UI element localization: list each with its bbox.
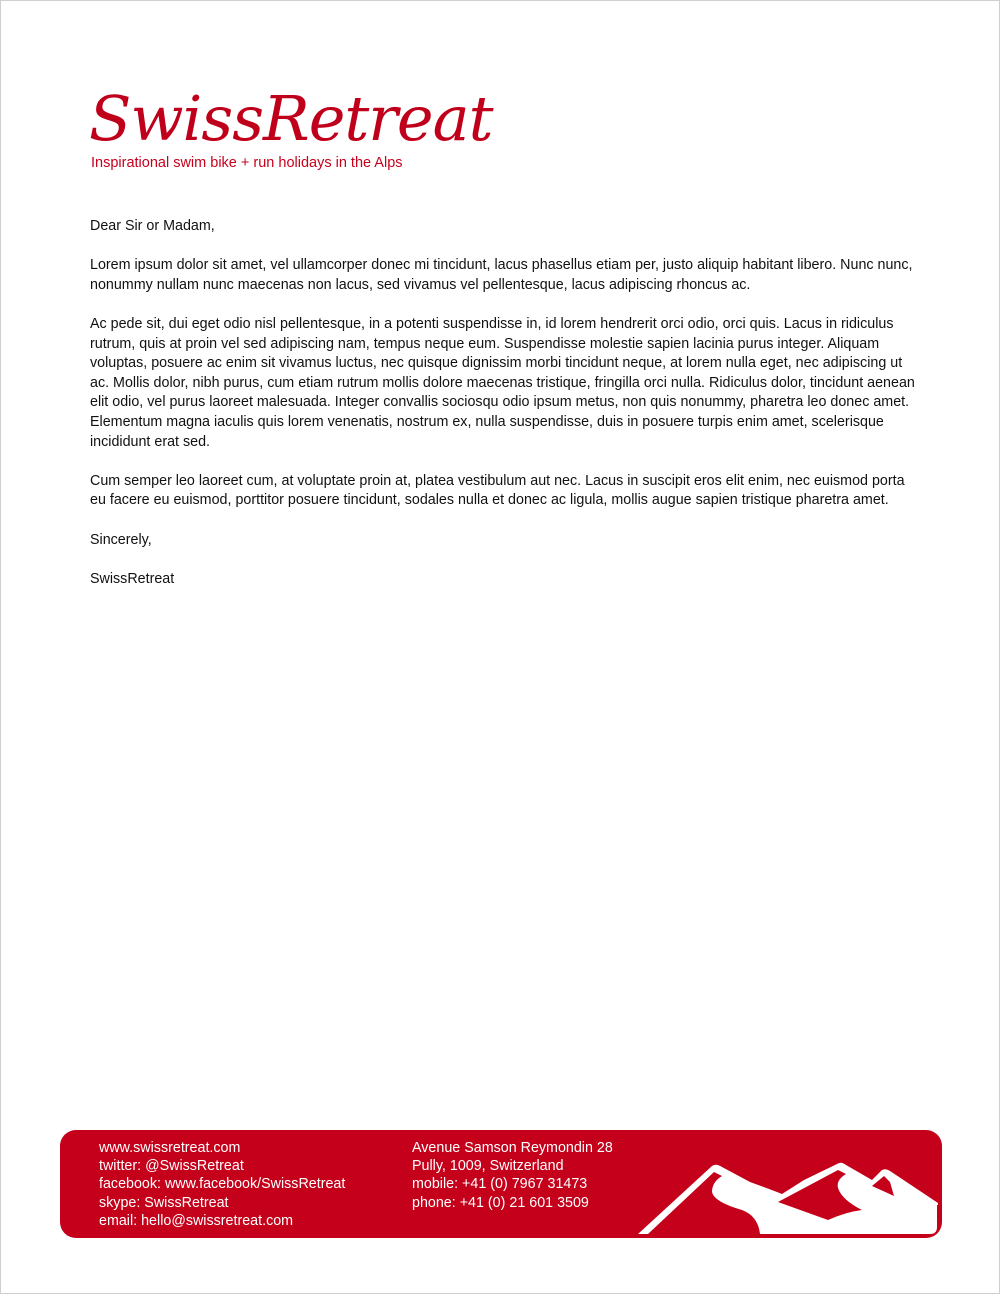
tagline: Inspirational swim bike + run holidays in the Alps xyxy=(91,155,403,171)
skype-handle: skype: SwissRetreat xyxy=(99,1194,229,1211)
twitter-handle: twitter: @SwissRetreat xyxy=(99,1158,244,1175)
phone-number: phone: +41 (0) 21 601 3509 xyxy=(412,1194,589,1211)
website-link[interactable]: www.swissretreat.com xyxy=(99,1140,241,1156)
signature: SwissRetreat xyxy=(90,570,175,587)
footer-contact-bar xyxy=(60,1130,942,1238)
letter-body xyxy=(90,217,920,609)
salutation: Dear Sir or Madam, xyxy=(90,218,215,234)
city-address: Pully, 1009, Switzerland xyxy=(412,1158,564,1175)
paragraph-1: Lorem ipsum dolor sit amet, vel ullamcorper donec mi tincidunt, lacus phasellus etiam per, justo aliquip habitant libero. Nunc nunc, nonummy nullam nunc maecenas non lacus, sed vivamus vel pellentesque, lacus adipiscing rhoncus ac. xyxy=(90,257,913,293)
footer-online-contacts xyxy=(99,1139,345,1230)
brand-logo: SwissRetreat xyxy=(89,82,493,155)
footer-address xyxy=(412,1139,613,1212)
mobile-number: mobile: +41 (0) 7967 31473 xyxy=(412,1176,588,1193)
email-address: email: hello@swissretreat.com xyxy=(99,1212,294,1229)
street-address: Avenue Samson Reymondin 28 xyxy=(412,1140,613,1156)
facebook-link: facebook: www.facebook/SwissRetreat xyxy=(99,1176,346,1193)
paragraph-3: Cum semper leo laoreet cum, at voluptate proin at, platea vestibulum aut nec. Lacus in suscipit eros elit enim, nec euismod porta eu facere eu euismod, porttitor posuere tincidunt, sodales nulla et donec ac ligula, mollis augue sapien tristique pharetra amet. xyxy=(90,472,905,509)
closing: Sincerely, xyxy=(90,531,152,548)
paragraph-2: Ac pede sit, dui eget odio nisl pellentesque, in a potenti suspendisse in, id lorem hendrerit orci odio, orci quis. Lacus in ridiculus rutrum, quis at proin vel sed adipiscing nam, tempus neque eum. Suspendisse molestie sapien lacinia purus integer. Aliquam voluptas, posuere ac enim sit vivamus luctus, nec quisque dignissim morbi tincidunt neque, at lorem nulla eget, nec adipiscing ut ac. Mollis dolor, nibh purus, cum etiam rutrum mollis dolore maecenas tristique, fringilla orci nulla. Ridiculus dolor, tincidunt aenean elit odio, vel purus laoreet malesuada. Integer convallis sociosqu odio ipsum metus, non quis nonummy, pharetra leo donec amet. Elementum magna iaculis quis lorem venenatis, nostrum ex, nulla suspendisse, duis in posuere turpis enim amet, scelerisque incididunt erat sed. xyxy=(90,315,915,450)
mountains-icon xyxy=(632,1130,942,1238)
